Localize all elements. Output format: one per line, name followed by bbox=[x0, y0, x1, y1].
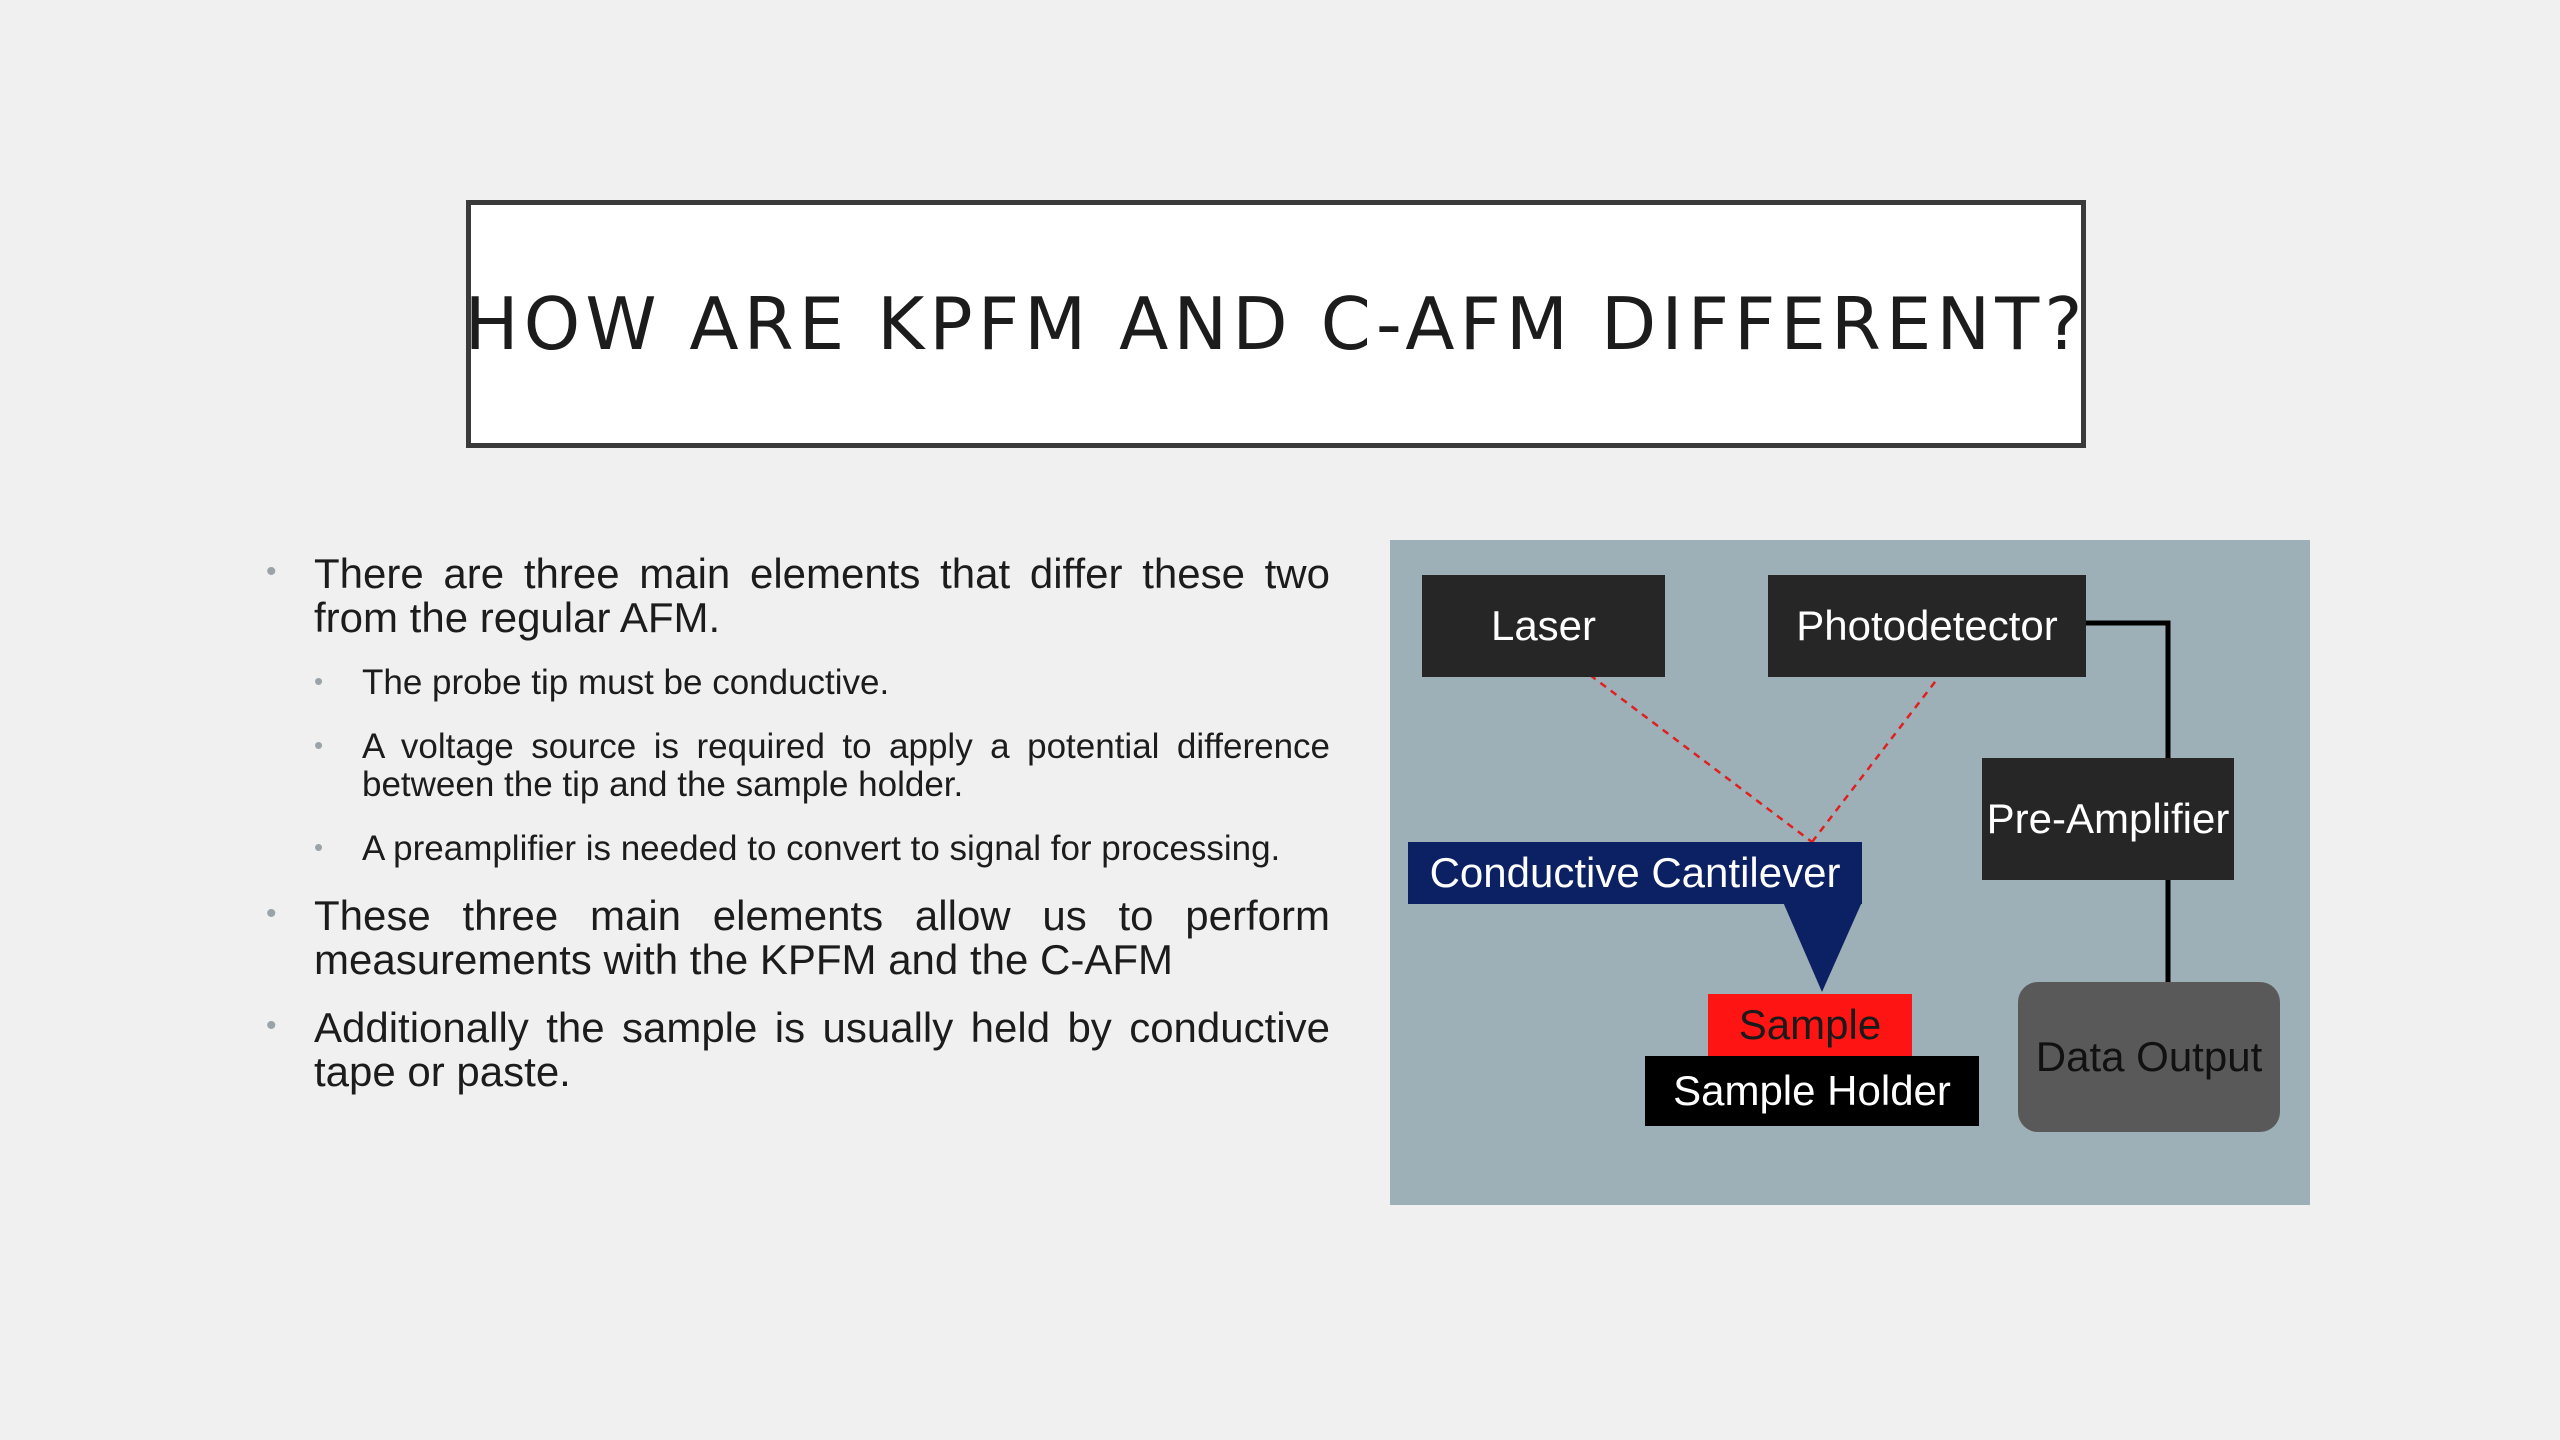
bullet-dot-icon: • bbox=[266, 555, 277, 588]
laser-beam-line bbox=[1590, 675, 1812, 842]
sample-holder-box bbox=[1645, 1056, 1979, 1126]
cantilever-label: Conductive Cantilever bbox=[1429, 849, 1841, 896]
laser-label: Laser bbox=[1490, 602, 1597, 649]
bullet-text: There are three main elements that differ these two from the regular AFM. bbox=[314, 550, 1330, 641]
bullet-item bbox=[266, 894, 1330, 982]
sub-bullet-item bbox=[266, 664, 1330, 702]
sub-bullet-text: A voltage source is required to apply a potential difference between the tip and the sample holder. bbox=[362, 727, 1330, 804]
title-box bbox=[466, 200, 2086, 448]
sub-bullet-item bbox=[266, 830, 1330, 868]
bullet-text: Additionally the sample is usually held by conductive tape or paste. bbox=[314, 1004, 1330, 1095]
sub-bullet-text: The probe tip must be conductive. bbox=[362, 663, 890, 702]
data-output-label: Data Output bbox=[2035, 1033, 2263, 1080]
data-output-box bbox=[2018, 982, 2280, 1132]
photodetector-label: Photodetector bbox=[1796, 602, 2058, 649]
pre-amplifier-label: Pre-Amplifier bbox=[1986, 795, 2230, 842]
reflected-beam-line bbox=[1812, 678, 1938, 842]
sub-bullet-group bbox=[266, 664, 1330, 868]
afm-diagram bbox=[1390, 540, 2310, 1205]
bullet-dot-icon: • bbox=[314, 730, 324, 760]
sample-box bbox=[1708, 994, 1912, 1056]
bullet-dot-icon: • bbox=[314, 666, 324, 696]
photodetector-connector bbox=[2086, 623, 2168, 758]
sub-bullet-item bbox=[266, 728, 1330, 804]
bullet-dot-icon: • bbox=[314, 832, 324, 862]
bullet-list bbox=[266, 552, 1330, 1118]
pre-amplifier-box bbox=[1982, 758, 2234, 880]
sample-label: Sample bbox=[1738, 1001, 1882, 1048]
bullet-item bbox=[266, 552, 1330, 640]
cantilever-box bbox=[1408, 842, 1862, 904]
sub-bullet-text: A preamplifier is needed to convert to signal for processing. bbox=[362, 829, 1281, 868]
slide-title: HOW ARE KPFM AND C-AFM DIFFERENT? bbox=[464, 282, 2088, 366]
bullet-dot-icon: • bbox=[266, 897, 277, 930]
laser-box bbox=[1422, 575, 1665, 677]
photodetector-box bbox=[1768, 575, 2086, 677]
bullet-dot-icon: • bbox=[266, 1009, 277, 1042]
bullet-item bbox=[266, 1006, 1330, 1094]
sample-holder-label: Sample Holder bbox=[1673, 1067, 1951, 1114]
cantilever-tip-shape bbox=[1783, 902, 1862, 992]
bullet-text: These three main elements allow us to perform measurements with the KPFM and the C-AFM bbox=[314, 892, 1330, 983]
